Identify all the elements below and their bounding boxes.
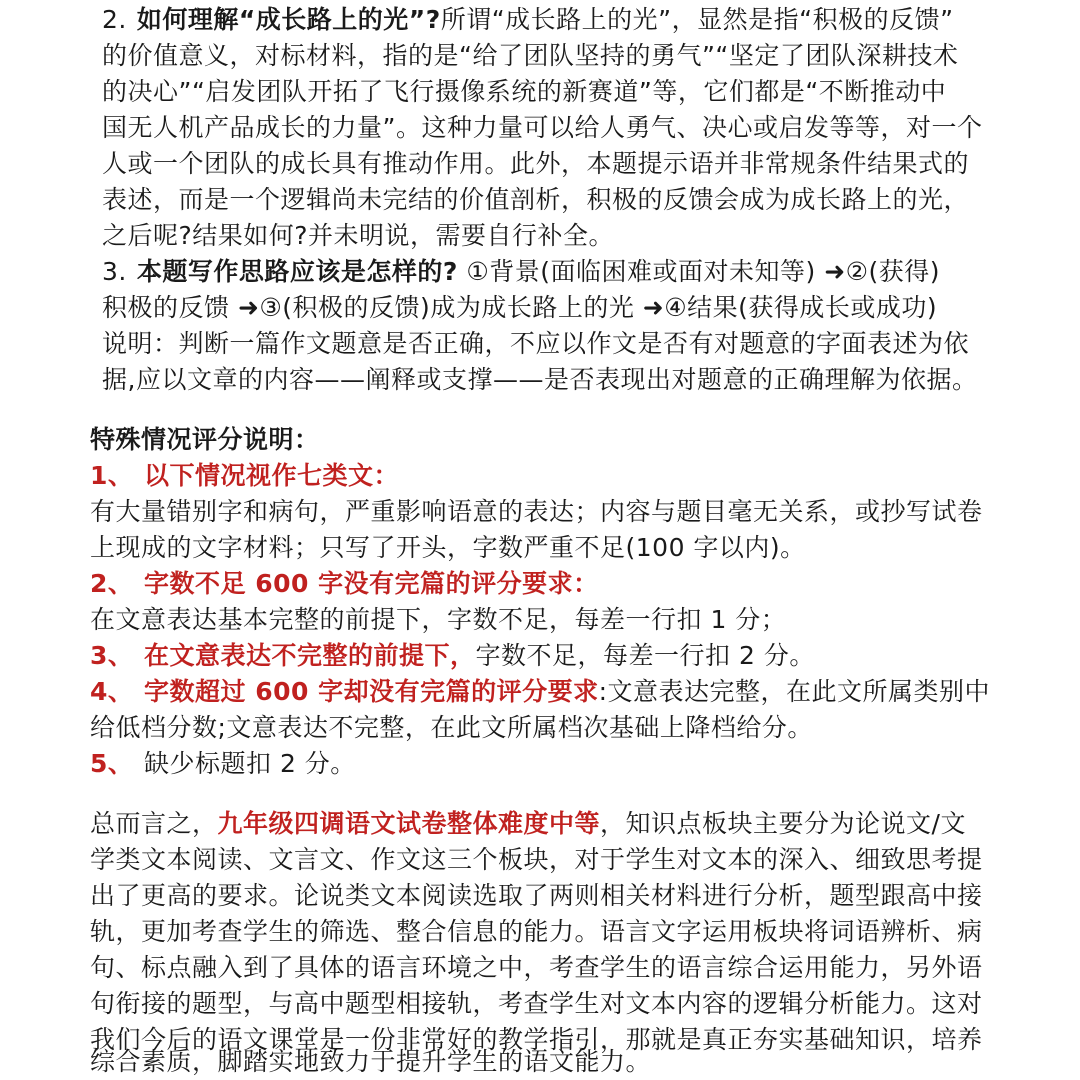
section-2-first-line	[102, 2, 954, 38]
summary-line-4: 句衔接的题型，与高中题型相接轨，考查学生对文本内容的逻辑分析能力。这对	[90, 989, 983, 1018]
section-2-line-6: 之后呢?结果如何?并未明说，需要自行补全。	[102, 221, 615, 250]
special-item-4-heading: 字数超过 600 字却没有完篇的评分要求	[144, 677, 599, 706]
summary-first-rest: ，知识点板块主要分为论说文/文	[600, 809, 966, 838]
summary-line-2: 轨，更加考查学生的筛选、整合信息的能力。语言文字运用板块将词语辨析、病	[90, 917, 983, 946]
summary-first-line	[90, 806, 966, 842]
section-3-line-3: 据,应以文章的内容——阐释或支撑——是否表现出对题意的正确理解为依据。	[102, 365, 978, 394]
special-item-1-line-1: 上现成的文字材料；只写了开头，字数严重不足(100 字以内)。	[90, 533, 806, 562]
special-item-4-line: 给低档分数;文意表达不完整，在此文所属档次基础上降档给分。	[90, 713, 813, 742]
special-item-5-number: 5、	[90, 749, 134, 778]
section-2-line-0: 所谓“成长路上的光”，显然是指“积极的反馈”	[440, 5, 954, 34]
special-item-1-line-0: 有大量错别字和病句，严重影响语意的表达；内容与题目毫无关系，或抄写试卷	[90, 497, 983, 526]
section-3-number: 3.	[102, 257, 127, 286]
section-2-line-1: 的价值意义，对标材料，指的是“给了团队坚持的勇气”“坚定了团队深耕技术	[102, 41, 959, 70]
special-item-1-number: 1、	[90, 461, 134, 490]
special-item-3-number: 3、	[90, 641, 134, 670]
special-item-2-heading: 字数不足 600 字没有完篇的评分要求：	[144, 569, 599, 598]
section-2-line-4: 人或一个团队的成长具有推动作用。此外，本题提示语并非常规条件结果式的	[102, 149, 970, 178]
special-title: 特殊情况评分说明：	[90, 425, 320, 454]
section-2-line-3: 国无人机产品成长的力量”。这种力量可以给人勇气、决心或启发等等，对一个	[102, 113, 983, 142]
special-item-3	[90, 638, 815, 674]
special-item-4-number: 4、	[90, 677, 134, 706]
summary-line-1: 出了更高的要求。论说类文本阅读选取了两则相关材料进行分析，题型跟高中接	[90, 881, 983, 910]
special-item-4	[90, 674, 990, 710]
special-item-3-rest: 字数不足，每差一行扣 2 分。	[475, 641, 815, 670]
summary-line-5: 我们今后的语文课堂是一份非常好的教学指引，那就是真正夯实基础知识，培养	[90, 1025, 983, 1054]
section-2-line-5: 表述，而是一个逻辑尚未完结的价值剖析，积极的反馈会成为成长路上的光，	[102, 185, 970, 214]
special-item-5-text: 缺少标题扣 2 分。	[144, 749, 356, 778]
section-3-line-2: 说明：判断一篇作文题意是否正确，不应以作文是否有对题意的字面表述为依	[102, 329, 970, 358]
special-item-5	[90, 746, 356, 782]
special-item-2	[90, 566, 599, 602]
special-item-1-heading: 以下情况视作七类文：	[144, 461, 400, 490]
section-3-heading: 本题写作思路应该是怎样的?	[136, 257, 458, 286]
special-item-2-line: 在文意表达基本完整的前提下，字数不足，每差一行扣 1 分；	[90, 605, 787, 634]
section-2-heading: 如何理解“成长路上的光”?	[136, 5, 441, 34]
section-3-first-line	[102, 254, 940, 290]
section-2-number: 2.	[102, 5, 127, 34]
summary-line-6: 综合素质，脚踏实地致力于提升学生的语文能力。	[90, 1047, 652, 1076]
section-3-line-0: ①背景(面临困难或面对未知等) ➜②(获得)	[466, 257, 941, 286]
special-item-2-number: 2、	[90, 569, 134, 598]
special-item-1	[90, 458, 399, 494]
summary-line-0: 学类文本阅读、文言文、作文这三个板块，对于学生对文本的深入、细致思考提	[90, 845, 983, 874]
section-3-line-1: 积极的反馈 ➜③(积极的反馈)成为成长路上的光 ➜④结果(获得成长或成功)	[102, 293, 938, 322]
summary-line-3: 句、标点融入到了具体的语言环境之中，考查学生的语言综合运用能力，另外语	[90, 953, 983, 982]
special-item-3-heading: 在文意表达不完整的前提下，	[144, 641, 476, 670]
summary-lead: 总而言之，	[90, 809, 218, 838]
special-item-4-rest: :文意表达完整，在此文所属类别中	[598, 677, 991, 706]
summary-highlight: 九年级四调语文试卷整体难度中等	[217, 809, 601, 838]
section-2-line-2: 的决心”“启发团队开拓了飞行摄像系统的新赛道”等，它们都是“不断推动中	[102, 77, 947, 106]
